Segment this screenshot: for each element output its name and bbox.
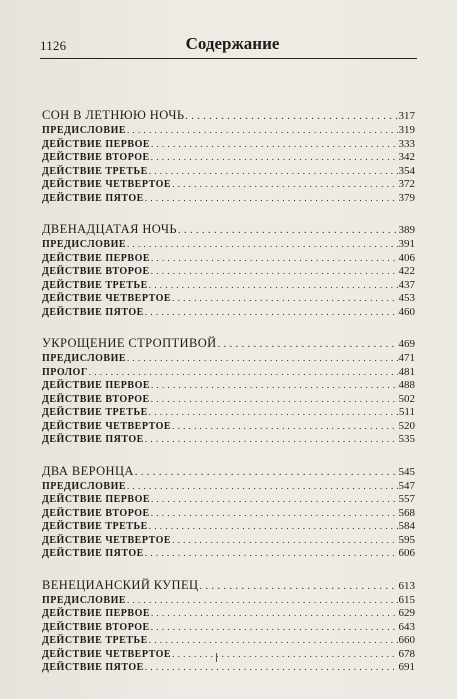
subentry-label: ДЕЙСТВИЕ ВТОРОЕ <box>42 621 150 633</box>
leader-dots <box>151 507 398 521</box>
toc-section <box>42 335 415 447</box>
subentry-label: ДЕЙСТВИЕ ПЕРВОЕ <box>42 138 151 150</box>
leader-dots <box>127 594 397 608</box>
toc-subentry[interactable] <box>42 151 415 165</box>
subentry-label: ДЕЙСТВИЕ ПЕРВОЕ <box>42 252 151 264</box>
toc-subentry[interactable] <box>42 493 415 507</box>
subentry-page-number: 437 <box>398 278 415 291</box>
toc-play-entry[interactable] <box>42 107 415 124</box>
subentry-label: ПРОЛОГ <box>42 366 88 378</box>
leader-dots <box>145 433 398 447</box>
subentry-page-number: 481 <box>398 365 415 378</box>
table-of-contents <box>42 107 415 675</box>
subentry-page-number: 406 <box>398 251 415 264</box>
toc-subentry[interactable] <box>42 594 415 608</box>
leader-dots <box>172 178 397 192</box>
play-title: ДВА ВЕРОНЦА <box>42 463 134 478</box>
leader-dots <box>135 464 398 481</box>
subentry-page-number: 629 <box>398 607 415 619</box>
toc-subentry[interactable] <box>42 634 415 648</box>
toc-subentry[interactable] <box>42 292 415 306</box>
subentry-label: ДЕЙСТВИЕ ПЯТОЕ <box>42 434 144 445</box>
running-title: Содержание <box>185 34 280 53</box>
subentry-label: ПРЕДИСЛОВИЕ <box>42 353 127 364</box>
subentry-label: ДЕЙСТВИЕ ТРЕТЬЕ <box>42 407 148 418</box>
leader-dots <box>127 352 397 366</box>
subentry-page-number: 660 <box>398 634 415 646</box>
toc-subentry[interactable] <box>42 420 415 434</box>
play-page-number: 317 <box>398 110 415 122</box>
toc-subentry[interactable] <box>42 507 415 521</box>
toc-subentry[interactable] <box>42 366 415 380</box>
leader-dots <box>127 124 397 138</box>
play-page-number: 389 <box>398 224 415 236</box>
toc-subentry[interactable] <box>42 648 415 662</box>
subentry-page-number: 372 <box>398 178 415 190</box>
leader-dots <box>151 607 397 621</box>
leader-dots <box>151 393 398 407</box>
section-spacer <box>42 319 415 335</box>
toc-subentry[interactable] <box>42 252 415 266</box>
toc-subentry[interactable] <box>42 607 415 621</box>
leader-dots <box>149 165 398 179</box>
subentry-label: ДЕЙСТВИЕ ПЯТОЕ <box>42 548 144 559</box>
toc-subentry[interactable] <box>42 433 415 447</box>
toc-subentry[interactable] <box>42 165 415 179</box>
leader-dots <box>151 252 397 266</box>
subentry-page-number: 615 <box>398 593 415 606</box>
subentry-page-number: 502 <box>398 392 415 405</box>
toc-play-entry[interactable] <box>42 577 415 594</box>
leader-dots <box>145 661 398 675</box>
toc-subentry[interactable] <box>42 661 415 675</box>
subentry-page-number: 354 <box>398 164 415 177</box>
subentry-page-number: 511 <box>398 406 415 418</box>
toc-play-entry[interactable] <box>42 221 415 238</box>
subentry-page-number: 678 <box>398 647 415 660</box>
leader-dots <box>151 151 398 165</box>
leader-dots <box>199 578 397 595</box>
leader-dots <box>145 306 398 320</box>
section-spacer <box>42 561 415 577</box>
toc-subentry[interactable] <box>42 352 415 366</box>
subentry-label: ДЕЙСТВИЕ ПЯТОЕ <box>42 306 144 318</box>
toc-subentry[interactable] <box>42 393 415 407</box>
subentry-page-number: 471 <box>398 352 415 364</box>
header-rule <box>40 58 417 59</box>
leader-dots <box>127 238 397 252</box>
subentry-label: ДЕЙСТВИЕ ПЕРВОЕ <box>42 380 151 391</box>
play-title: УКРОЩЕНИЕ СТРОПТИВОЙ <box>42 336 217 350</box>
subentry-page-number: 342 <box>398 151 415 163</box>
subentry-label: ДЕЙСТВИЕ ВТОРОЕ <box>42 393 150 405</box>
subentry-label: ДЕЙСТВИЕ ЧЕТВЕРТОЕ <box>42 420 172 432</box>
subentry-page-number: 391 <box>398 238 415 250</box>
toc-play-entry[interactable] <box>42 335 415 352</box>
subentry-page-number: 584 <box>398 520 415 532</box>
play-title: СОН В ЛЕТНЮЮ НОЧЬ <box>42 108 185 122</box>
subentry-label: ДЕЙСТВИЕ ТРЕТЬЕ <box>42 279 148 291</box>
toc-subentry[interactable] <box>42 279 415 293</box>
leader-dots <box>151 265 398 279</box>
leader-dots <box>172 534 397 548</box>
subentry-label: ПРЕДИСЛОВИЕ <box>42 480 127 492</box>
subentry-page-number: 488 <box>398 379 415 391</box>
subentry-label: ДЕЙСТВИЕ ПЯТОЕ <box>42 192 144 204</box>
play-title: ДВЕНАДЦАТАЯ НОЧЬ <box>42 222 177 236</box>
toc-subentry[interactable] <box>42 406 415 420</box>
toc-subentry[interactable] <box>42 192 415 206</box>
leader-dots <box>151 138 397 152</box>
leader-dots <box>149 279 398 293</box>
subentry-page-number: 453 <box>398 292 415 304</box>
subentry-page-number: 520 <box>398 419 415 432</box>
play-page-number: 613 <box>398 579 415 592</box>
toc-subentry[interactable] <box>42 480 415 494</box>
page-number: 1126 <box>40 38 67 53</box>
toc-subentry[interactable] <box>42 520 415 534</box>
subentry-page-number: 319 <box>398 124 415 136</box>
toc-section <box>42 221 415 319</box>
subentry-label: ДЕЙСТВИЕ ТРЕТЬЕ <box>42 165 148 177</box>
subentry-page-number: 606 <box>398 547 415 559</box>
toc-subentry[interactable] <box>42 306 415 320</box>
toc-subentry[interactable] <box>42 265 415 279</box>
leader-dots <box>172 648 397 662</box>
toc-subentry[interactable] <box>42 534 415 548</box>
toc-subentry[interactable] <box>42 178 415 192</box>
subentry-page-number: 557 <box>398 493 415 505</box>
play-page-number: 545 <box>398 465 415 478</box>
subentry-page-number: 460 <box>398 305 415 318</box>
toc-section <box>42 107 415 205</box>
toc-subentry[interactable] <box>42 238 415 252</box>
leader-dots <box>127 480 397 494</box>
subentry-page-number: 535 <box>398 433 415 445</box>
subentry-label: ДЕЙСТВИЕ ВТОРОЕ <box>42 507 150 519</box>
toc-subentry[interactable] <box>42 379 415 393</box>
leader-dots <box>145 192 398 206</box>
leader-dots <box>218 336 398 353</box>
subentry-label: ДЕЙСТВИЕ ЧЕТВЕРТОЕ <box>42 293 172 304</box>
subentry-label: ДЕЙСТВИЕ ПЕРВОЕ <box>42 494 151 505</box>
leader-dots <box>172 292 397 306</box>
toc-subentry[interactable] <box>42 621 415 635</box>
leader-dots <box>151 621 398 635</box>
toc-section <box>42 463 415 561</box>
subentry-label: ДЕЙСТВИЕ ВТОРОЕ <box>42 152 150 163</box>
subentry-page-number: 691 <box>398 661 415 673</box>
play-title: ВЕНЕЦИАНСКИЙ КУПЕЦ <box>42 577 199 592</box>
subentry-label: ДЕЙСТВИЕ ТРЕТЬЕ <box>42 521 148 532</box>
subentry-label: ДЕЙСТВИЕ ТРЕТЬЕ <box>42 635 148 646</box>
section-spacer <box>42 205 415 221</box>
subentry-label: ДЕЙСТВИЕ ПЕРВОЕ <box>42 608 151 619</box>
leader-dots <box>151 493 397 507</box>
section-spacer <box>42 447 415 463</box>
leader-dots <box>149 406 398 420</box>
toc-play-entry[interactable] <box>42 463 415 480</box>
subentry-label: ДЕЙСТВИЕ ЧЕТВЕРТОЕ <box>42 648 172 660</box>
play-page-number: 469 <box>398 338 415 350</box>
toc-subentry[interactable] <box>42 547 415 561</box>
subentry-page-number: 379 <box>398 191 415 204</box>
toc-section <box>42 577 415 675</box>
leader-dots <box>149 520 398 534</box>
leader-dots <box>89 366 398 380</box>
subentry-label: ПРЕДИСЛОВИЕ <box>42 594 127 606</box>
subentry-label: ДЕЙСТВИЕ ПЯТОЕ <box>42 662 144 673</box>
leader-dots <box>185 108 397 125</box>
subentry-page-number: 568 <box>398 506 415 519</box>
subentry-page-number: 643 <box>398 620 415 633</box>
leader-dots <box>151 379 397 393</box>
subentry-label: ДЕЙСТВИЕ ВТОРОЕ <box>42 266 150 277</box>
toc-subentry[interactable] <box>42 138 415 152</box>
subentry-label: ДЕЙСТВИЕ ЧЕТВЕРТОЕ <box>42 179 172 190</box>
subentry-page-number: 422 <box>398 265 415 277</box>
leader-dots <box>149 634 398 648</box>
subentry-label: ПРЕДИСЛОВИЕ <box>42 239 127 250</box>
leader-dots <box>145 547 398 561</box>
subentry-page-number: 547 <box>398 479 415 492</box>
subentry-label: ПРЕДИСЛОВИЕ <box>42 125 127 136</box>
page-header <box>40 34 417 56</box>
subentry-page-number: 595 <box>398 533 415 546</box>
leader-dots <box>172 420 397 434</box>
subentry-page-number: 333 <box>398 137 415 150</box>
subentry-label: ДЕЙСТВИЕ ЧЕТВЕРТОЕ <box>42 534 172 546</box>
footer-mark <box>216 653 217 662</box>
leader-dots <box>178 222 398 239</box>
toc-subentry[interactable] <box>42 124 415 138</box>
